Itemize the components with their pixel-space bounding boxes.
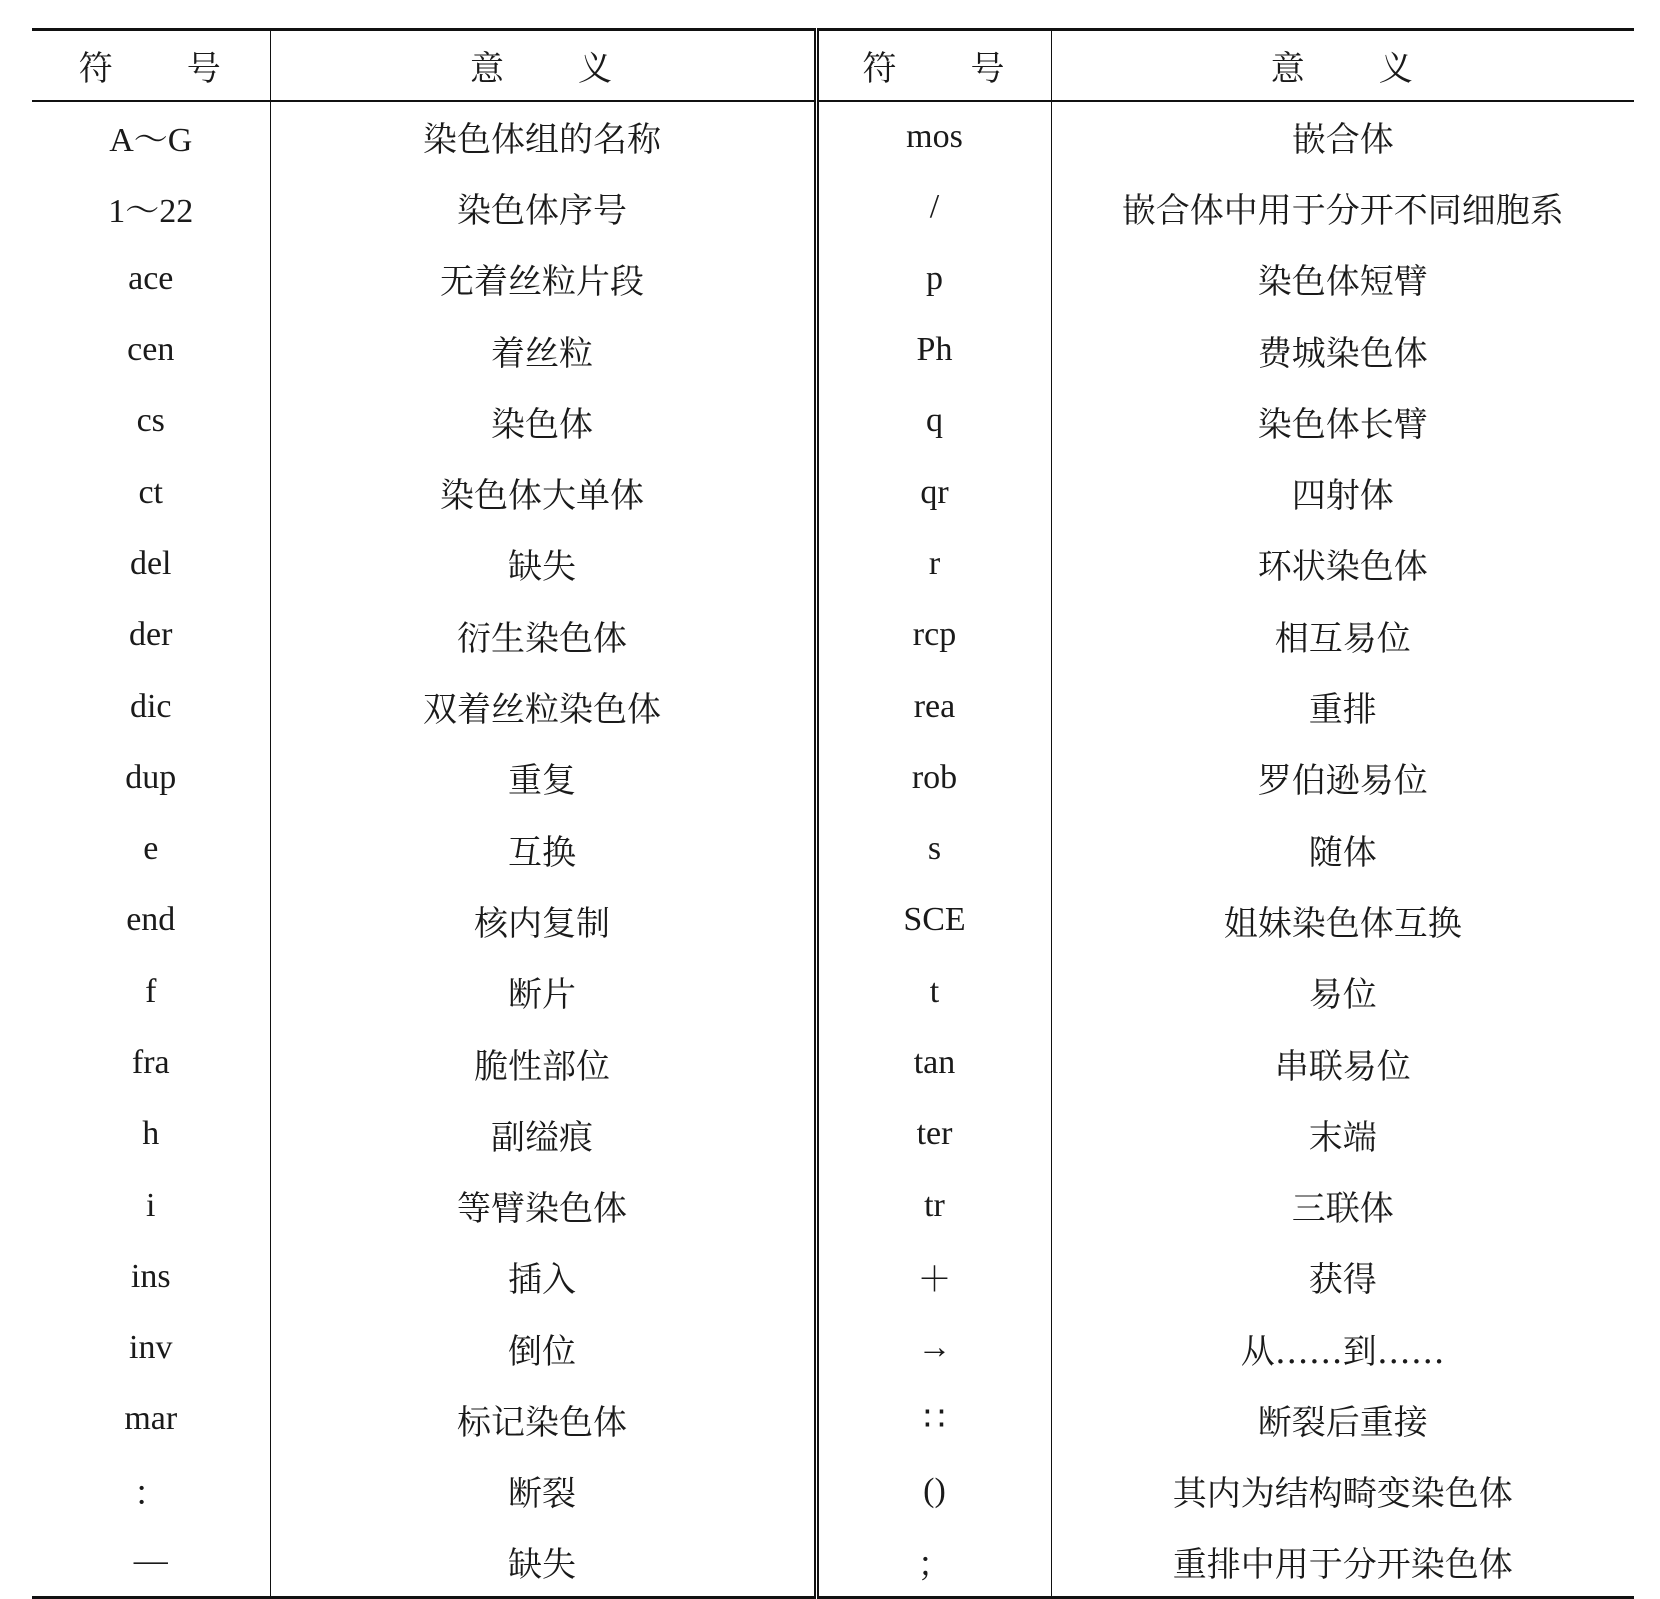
symbol-cell-left: der	[32, 600, 270, 671]
symbol-cell-right: s	[816, 813, 1051, 884]
table-row	[32, 1455, 1634, 1526]
table-row	[32, 528, 1634, 599]
symbol-cell-right: ter	[816, 1099, 1051, 1170]
symbol-cell-left: end	[32, 885, 270, 956]
table-row	[32, 172, 1634, 243]
symbol-cell-right: rob	[816, 742, 1051, 813]
meaning-cell-right: 姐妹染色体互换	[1223, 903, 1462, 944]
meaning-cell-right: 嵌合体	[1291, 120, 1394, 161]
symbol-cell-left: dup	[32, 742, 270, 813]
meaning-cell-right: 断裂后重接	[1257, 1402, 1428, 1443]
symbol-cell-right: ()	[816, 1455, 1051, 1526]
header-meaning-left: 意 义	[270, 30, 816, 101]
table-row	[32, 1241, 1634, 1312]
symbol-cell-left: h	[32, 1099, 270, 1170]
symbol-cell-right: Ph	[816, 314, 1051, 385]
table-row	[32, 742, 1634, 813]
meaning-cell-right: 嵌合体中用于分开不同细胞系	[1121, 190, 1564, 231]
symbol-cell-right: ∷	[816, 1384, 1051, 1455]
symbol-cell-right: tr	[816, 1170, 1051, 1241]
table-row	[32, 956, 1634, 1027]
symbol-table-container	[32, 28, 1634, 1599]
header-symbol-right: 符 号	[816, 30, 1051, 101]
symbol-cell-left: inv	[32, 1313, 270, 1384]
symbol-cell-left: fra	[32, 1027, 270, 1098]
symbol-cell-right: ；	[816, 1526, 1051, 1597]
table-row	[32, 314, 1634, 385]
symbol-cell-right: p	[816, 243, 1051, 314]
meaning-cell-left: 缺失	[270, 528, 816, 599]
meaning-cell-right: 从……到……	[1240, 1331, 1445, 1372]
meaning-cell-right: 随体	[1308, 832, 1377, 873]
meaning-cell-left: 染色体大单体	[270, 457, 816, 528]
meaning-cell-left: 等臂染色体	[270, 1170, 816, 1241]
meaning-cell-right: 其内为结构畸变染色体	[1172, 1474, 1513, 1515]
meaning-cell-right: 环状染色体	[1257, 547, 1428, 588]
symbol-cell-left: ace	[32, 243, 270, 314]
table-row	[32, 600, 1634, 671]
header-symbol-left: 符 号	[32, 30, 270, 101]
symbol-cell-right: rcp	[816, 600, 1051, 671]
meaning-cell-right: 获得	[1308, 1260, 1377, 1301]
table-row	[32, 1384, 1634, 1455]
meaning-cell-left: 衍生染色体	[270, 600, 816, 671]
table-row	[32, 1027, 1634, 1098]
symbol-cell-right: rea	[816, 671, 1051, 742]
symbol-cell-left: i	[32, 1170, 270, 1241]
meaning-cell-left: 无着丝粒片段	[270, 243, 816, 314]
table-row	[32, 386, 1634, 457]
symbol-cell-right: qr	[816, 457, 1051, 528]
meaning-cell-right: 费城染色体	[1257, 333, 1428, 374]
symbol-cell-left: —	[32, 1526, 270, 1597]
table-header	[32, 30, 1634, 101]
symbol-cell-left: mar	[32, 1384, 270, 1455]
meaning-cell-left: 脆性部位	[270, 1027, 816, 1098]
symbol-cell-left: ins	[32, 1241, 270, 1312]
symbol-cell-left: cen	[32, 314, 270, 385]
header-meaning-right: 意 义	[1051, 30, 1634, 101]
symbol-cell-right: q	[816, 386, 1051, 457]
chromosome-symbol-table	[32, 28, 1634, 1599]
symbol-cell-left: dic	[32, 671, 270, 742]
table-row	[32, 243, 1634, 314]
table-row	[32, 1099, 1634, 1170]
symbol-cell-left: e	[32, 813, 270, 884]
symbol-cell-left: cs	[32, 386, 270, 457]
meaning-cell-left: 断裂	[270, 1455, 816, 1526]
table-row	[32, 671, 1634, 742]
table-body	[32, 101, 1634, 1598]
table-row	[32, 1526, 1634, 1597]
meaning-cell-left: 副缢痕	[270, 1099, 816, 1170]
meaning-cell-left: 互换	[270, 813, 816, 884]
table-row	[32, 101, 1634, 172]
table-row	[32, 813, 1634, 884]
meaning-cell-right: 染色体短臂	[1257, 262, 1428, 303]
table-row	[32, 457, 1634, 528]
meaning-cell-right: 罗伯逊易位	[1257, 761, 1428, 802]
header-row	[32, 30, 1634, 101]
meaning-cell-right: 相互易位	[1274, 618, 1411, 659]
table-row	[32, 1170, 1634, 1241]
table-row	[32, 1313, 1634, 1384]
symbol-cell-right: →	[816, 1313, 1051, 1384]
meaning-cell-left: 着丝粒	[270, 314, 816, 385]
meaning-cell-right: 重排	[1308, 690, 1377, 731]
meaning-cell-left: 染色体组的名称	[270, 101, 816, 172]
symbol-cell-left: ct	[32, 457, 270, 528]
meaning-cell-left: 染色体序号	[270, 172, 816, 243]
meaning-cell-left: 插入	[270, 1241, 816, 1312]
meaning-cell-right: 染色体长臂	[1257, 404, 1428, 445]
symbol-cell-right: r	[816, 528, 1051, 599]
meaning-cell-right: 串联易位	[1274, 1046, 1411, 1087]
meaning-cell-right: 四射体	[1291, 476, 1394, 517]
symbol-cell-left: A～G	[32, 101, 270, 172]
meaning-cell-left: 缺失	[270, 1526, 816, 1597]
symbol-cell-right: ＋	[816, 1241, 1051, 1312]
symbol-cell-left: f	[32, 956, 270, 1027]
symbol-cell-right: tan	[816, 1027, 1051, 1098]
meaning-cell-right: 末端	[1308, 1117, 1377, 1158]
meaning-cell-right: 易位	[1308, 975, 1377, 1016]
meaning-cell-left: 倒位	[270, 1313, 816, 1384]
symbol-cell-left: del	[32, 528, 270, 599]
meaning-cell-left: 染色体	[270, 386, 816, 457]
meaning-cell-right: 重排中用于分开染色体	[1051, 1526, 1634, 1597]
symbol-cell-right: SCE	[816, 885, 1051, 956]
meaning-cell-left: 双着丝粒染色体	[270, 671, 816, 742]
meaning-cell-left: 标记染色体	[270, 1384, 816, 1455]
symbol-cell-right: mos	[816, 101, 1051, 172]
meaning-cell-left: 断片	[270, 956, 816, 1027]
meaning-cell-left: 核内复制	[270, 885, 816, 956]
symbol-cell-right: /	[816, 172, 1051, 243]
symbol-cell-left: ：	[32, 1455, 270, 1526]
symbol-cell-right: t	[816, 956, 1051, 1027]
meaning-cell-left: 重复	[270, 742, 816, 813]
meaning-cell-right: 三联体	[1291, 1189, 1394, 1230]
table-row	[32, 885, 1634, 956]
symbol-cell-left: 1～22	[32, 172, 270, 243]
